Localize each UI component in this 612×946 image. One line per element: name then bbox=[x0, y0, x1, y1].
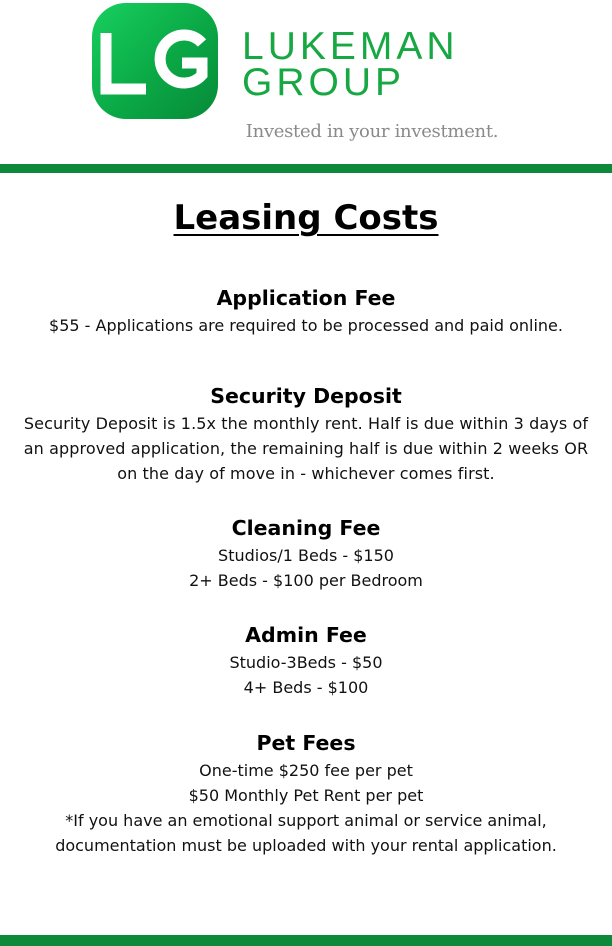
brand-name-line-2: GROUP bbox=[242, 61, 406, 104]
section-heading: Application Fee bbox=[216, 286, 396, 310]
section-heading: Pet Fees bbox=[256, 731, 356, 755]
section-line: $50 Monthly Pet Rent per pet bbox=[188, 786, 424, 805]
section-line: One-time $250 fee per pet bbox=[199, 761, 413, 780]
section-heading: Admin Fee bbox=[245, 623, 367, 647]
cleaning-fee-section bbox=[0, 513, 612, 593]
brand-tagline: Invested in your investment. bbox=[245, 121, 499, 142]
section-line: documentation must be uploaded with your rental application. bbox=[55, 836, 557, 855]
brand-name bbox=[242, 25, 459, 104]
bottom-divider bbox=[0, 935, 612, 946]
brand-name-line-1: LUKEMAN bbox=[242, 25, 459, 68]
top-divider bbox=[0, 164, 612, 173]
security-deposit-section bbox=[0, 381, 612, 486]
lukeman-group-logo bbox=[92, 3, 532, 121]
pet-fees-section bbox=[0, 728, 612, 858]
lg-monogram-icon bbox=[92, 3, 218, 119]
admin-fee-section bbox=[0, 620, 612, 700]
section-line: 2+ Beds - $100 per Bedroom bbox=[189, 571, 423, 590]
section-line: Security Deposit is 1.5x the monthly rent. Half is due within 3 days of bbox=[23, 414, 589, 433]
section-heading: Security Deposit bbox=[210, 384, 402, 408]
section-line: on the day of move in - whichever comes first. bbox=[117, 464, 495, 483]
section-line: *If you have an emotional support animal or service animal, bbox=[65, 811, 547, 830]
section-line: 4+ Beds - $100 bbox=[243, 678, 369, 697]
section-heading: Cleaning Fee bbox=[231, 516, 381, 540]
section-line: Studio-3Beds - $50 bbox=[229, 653, 383, 672]
section-line: $55 - Applications are required to be processed and paid online. bbox=[49, 316, 563, 335]
section-line: Studios/1 Beds - $150 bbox=[218, 546, 394, 565]
page-title: Leasing Costs bbox=[173, 198, 439, 238]
section-line: an approved application, the remaining half is due within 2 weeks OR bbox=[23, 439, 589, 458]
application-fee-section bbox=[0, 283, 612, 338]
